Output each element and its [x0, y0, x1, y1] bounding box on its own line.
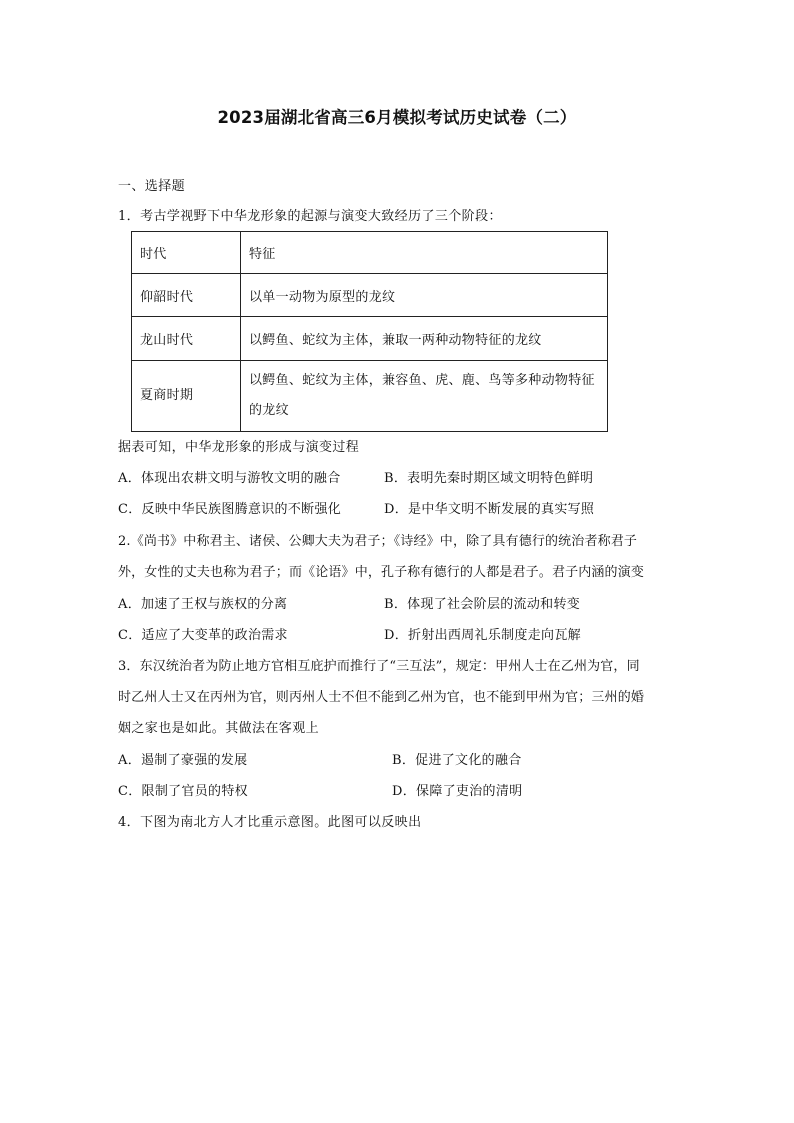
q1-option-c[interactable]: C．反映中华民族图腾意识的不断强化 [118, 502, 342, 517]
table-cell: 仰韶时代 [132, 274, 241, 317]
question-3-line-1: 3．东汉统治者为防止地方官相互庇护而推行了“三互法”，规定：甲州人士在乙州为官，同 [118, 659, 640, 674]
table-row [132, 274, 608, 317]
q1-option-a[interactable]: A．体现出农耕文明与游牧文明的融合 [118, 471, 341, 486]
table-cell: 龙山时代 [132, 317, 241, 361]
q2-option-d[interactable]: D．折射出西周礼乐制度走向瓦解 [384, 628, 581, 643]
question-3-line-2: 时乙州人士又在丙州为官，则丙州人士不但不能到乙州为官，也不能到甲州为官；三州的婚 [118, 690, 645, 705]
q1-option-b[interactable]: B．表明先秦时期区域文明特色鲜明 [384, 471, 594, 486]
q3-option-a[interactable]: A．遏制了豪强的发展 [118, 753, 248, 768]
question-2-line-2: 外，女性的丈夫也称为君子；而《论语》中，孔子称有德行的人都是君子。君子内涵的演变 [118, 565, 645, 580]
dragon-era-table [131, 231, 608, 432]
q3-option-c[interactable]: C．限制了官员的特权 [118, 784, 248, 799]
section-heading: 一、选择题 [118, 179, 186, 194]
table-row [132, 317, 608, 361]
question-4-stem: 4．下图为南北方人才比重示意图。此图可以反映出 [118, 815, 422, 830]
q2-option-b[interactable]: B．体现了社会阶层的流动和转变 [384, 597, 581, 612]
table-header-row [132, 232, 608, 274]
question-2-line-1: 2.《尚书》中称君主、诸侯、公卿大夫为君子；《诗经》中，除了具有德行的统治者称君子 [118, 534, 638, 549]
q2-option-c[interactable]: C．适应了大变革的政治需求 [118, 628, 288, 643]
table-header-cell: 特征 [241, 232, 608, 274]
q1-option-d[interactable]: D．是中华文明不断发展的真实写照 [384, 502, 595, 517]
question-3-line-3: 姻之家也是如此。其做法在客观上 [118, 721, 320, 736]
table-header-cell: 时代 [132, 232, 241, 274]
table-cell: 以单一动物为原型的龙纹 [241, 274, 608, 317]
question-1-followup: 据表可知，中华龙形象的形成与演变过程 [118, 440, 360, 455]
page-title: 2023届湖北省高三6月模拟考试历史试卷（二） [217, 108, 577, 127]
table-cell: 以鳄鱼、蛇纹为主体，兼容鱼、虎、鹿、鸟等多种动物特征的龙纹 [241, 361, 608, 432]
question-1-stem: 1．考古学视野下中华龙形象的起源与演变大致经历了三个阶段： [118, 209, 502, 224]
table-cell: 夏商时期 [132, 361, 241, 432]
q2-option-a[interactable]: A．加速了王权与族权的分离 [118, 597, 288, 612]
q3-option-b[interactable]: B．促进了文化的融合 [392, 753, 522, 768]
table-row [132, 361, 608, 432]
q3-option-d[interactable]: D．保障了吏治的清明 [392, 784, 523, 799]
table-cell: 以鳄鱼、蛇纹为主体，兼取一两种动物特征的龙纹 [241, 317, 608, 361]
